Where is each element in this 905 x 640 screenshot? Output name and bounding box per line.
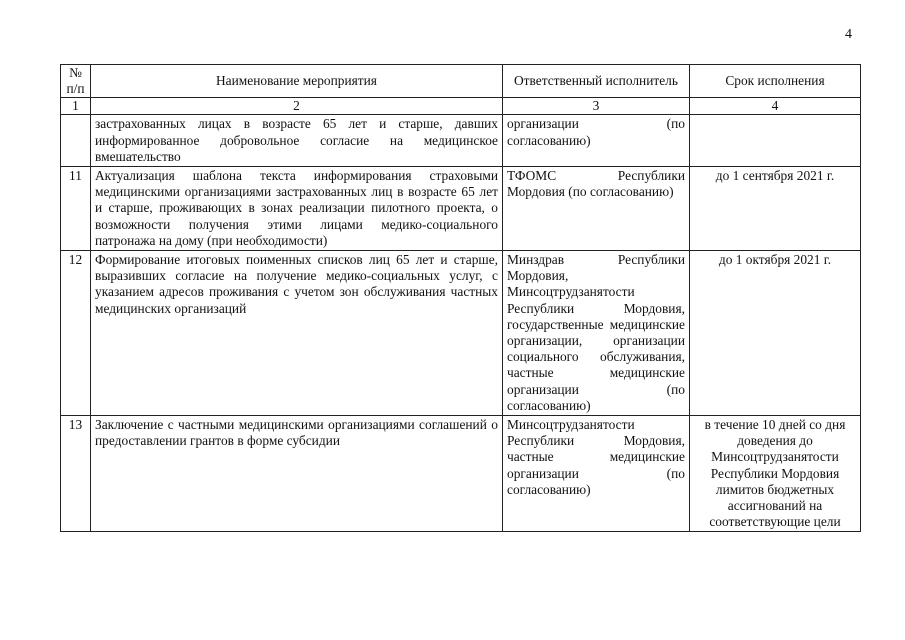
column-number: 3: [503, 98, 690, 115]
column-number-row: [61, 98, 861, 115]
row-deadline: до 1 октября 2021 г.: [690, 251, 861, 416]
header-name: Наименование мероприятия: [91, 65, 503, 98]
row-responsible: организации (по согласованию): [503, 115, 690, 167]
column-number: 4: [690, 98, 861, 115]
row-deadline: до 1 сентября 2021 г.: [690, 167, 861, 251]
row-num: 11: [61, 167, 91, 251]
table-row: [61, 251, 861, 416]
column-number: 2: [91, 98, 503, 115]
row-name: Актуализация шаблона текста информирования страховыми медицинскими организациями застрахованных лиц в возрасте 65 лет и старше, проживающих в зонах реализации пилотного проекта, о возможности получения этими лицами медико-социального патронажа на дому (при необходимости): [91, 167, 503, 251]
page-number: 4: [845, 27, 852, 42]
row-num: 13: [61, 416, 91, 532]
header-responsible: Ответственный исполнитель: [503, 65, 690, 98]
column-number: 1: [61, 98, 91, 115]
table-row: [61, 167, 861, 251]
table-row: [61, 115, 861, 167]
row-name: Заключение с частными медицинскими организациями соглашений о предоставлении грантов в форме субсидии: [91, 416, 503, 532]
row-name: застрахованных лицах в возрасте 65 лет и старше, давших информированное добровольное согласие на медицинское вмешательство: [91, 115, 503, 167]
header-deadline: Срок исполнения: [690, 65, 861, 98]
row-name: Формирование итоговых поименных списков лиц 65 лет и старше, выразивших согласие на получение медико-социальных услуг, с указанием адресов проживания с учетом зон обслуживания частных медицинских организаций: [91, 251, 503, 416]
row-deadline: [690, 115, 861, 167]
row-responsible: Минсоцтрудзанятости Республики Мордовия, частные медицинские организации (по согласованию): [503, 416, 690, 532]
table-header-row: [61, 65, 861, 98]
row-deadline: в течение 10 дней со дня доведения до Минсоцтрудзанятости Республики Мордовия лимитов бюджетных ассигнований на соответствующие цели: [690, 416, 861, 532]
row-responsible: Минздрав Республики Мордовия, Минсоцтрудзанятости Республики Мордовия, государственные медицинские организации, организации социального обслуживания, частные медицинские организации (по согласованию): [503, 251, 690, 416]
header-num: № п/п: [61, 65, 91, 98]
row-responsible: ТФОМС Республики Мордовия (по согласованию): [503, 167, 690, 251]
row-num: [61, 115, 91, 167]
row-num: 12: [61, 251, 91, 416]
table-row: [61, 416, 861, 532]
plan-table: [60, 64, 861, 532]
